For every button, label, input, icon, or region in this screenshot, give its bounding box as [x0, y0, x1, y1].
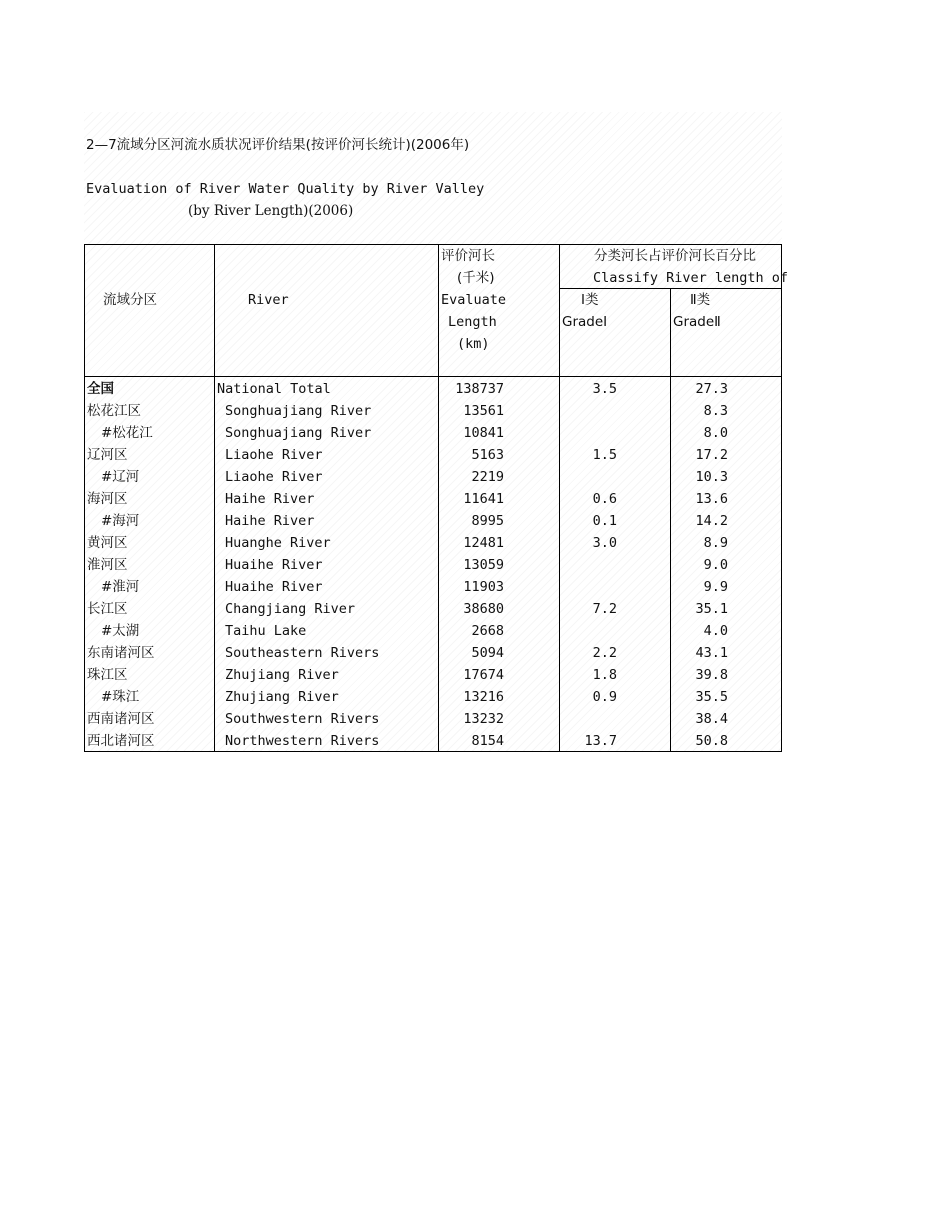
header-grade1-cn: Ⅰ类: [581, 292, 599, 308]
cell-length: 10841: [463, 425, 504, 441]
cell-length: 5094: [471, 645, 504, 661]
cell-grade1: 3.0: [592, 535, 617, 551]
cell-grade2: 14.2: [695, 513, 728, 529]
cell-region: 海河区: [87, 491, 128, 507]
cell-region: 长江区: [87, 601, 128, 617]
cell-region: 西南诸河区: [87, 711, 155, 727]
cell-region: 珠江区: [87, 667, 128, 683]
cell-grade2: 10.3: [695, 469, 728, 485]
cell-river: National Total: [217, 381, 331, 397]
cell-grade2: 50.8: [695, 733, 728, 749]
cell-grade1: 3.5: [592, 381, 617, 397]
cell-region: 全国: [87, 381, 114, 397]
col-divider: [214, 245, 215, 751]
cell-river: Taihu Lake: [225, 623, 307, 639]
cell-grade1: [559, 466, 617, 488]
cell-river: Southwestern Rivers: [225, 711, 380, 727]
header-river: River: [248, 292, 289, 308]
cell-river: Zhujiang River: [225, 689, 339, 705]
header-length-en: Evaluate: [441, 292, 507, 308]
cell-grade1: 0.6: [592, 491, 617, 507]
cell-river: Songhuajiang River: [225, 425, 372, 441]
cell-length: 2668: [471, 623, 504, 639]
cell-region: #松花江: [101, 425, 153, 441]
header-bottom-divider: [85, 376, 781, 377]
cell-length: 11641: [463, 491, 504, 507]
cell-length: 5163: [471, 447, 504, 463]
header-length-unit-cn: (千米): [457, 270, 495, 286]
cell-grade2: 13.6: [695, 491, 728, 507]
cell-river: Changjiang River: [225, 601, 356, 617]
cell-length: 13216: [463, 689, 504, 705]
cell-region: #淮河: [101, 579, 140, 595]
cell-river: Huaihe River: [225, 579, 323, 595]
cell-region: 东南诸河区: [87, 645, 155, 661]
cell-grade1: [559, 422, 617, 444]
table-title-en-line2: (by River Length)(2006): [188, 203, 354, 219]
cell-length: 11903: [463, 579, 504, 595]
cell-grade2: 9.9: [703, 579, 728, 595]
header-grade2-cn: Ⅱ类: [690, 292, 711, 308]
cell-grade2: 39.8: [695, 667, 728, 683]
cell-grade1: [559, 554, 617, 576]
cell-length: 13232: [463, 711, 504, 727]
header-grade2-en: GradeⅡ: [673, 314, 721, 330]
cell-grade1: 1.5: [592, 447, 617, 463]
header-region: 流域分区: [103, 292, 157, 308]
table-title-cn: 2—7流域分区河流水质状况评价结果(按评价河长统计)(2006年): [86, 137, 470, 153]
cell-grade2: 38.4: [695, 711, 728, 727]
cell-river: Southeastern Rivers: [225, 645, 380, 661]
cell-length: 13059: [463, 557, 504, 573]
cell-river: Zhujiang River: [225, 667, 339, 683]
header-length-unit-en: (km): [457, 336, 490, 352]
cell-region: 辽河区: [87, 447, 128, 463]
cell-grade2: 35.5: [695, 689, 728, 705]
cell-grade2: 8.9: [703, 535, 728, 551]
cell-grade1: [559, 708, 617, 730]
cell-length: 38680: [463, 601, 504, 617]
cell-length: 8995: [471, 513, 504, 529]
cell-grade1: 0.1: [592, 513, 617, 529]
cell-grade1: 13.7: [584, 733, 617, 749]
header-classify-cn: 分类河长占评价河长百分比: [594, 248, 756, 264]
cell-grade1: [559, 620, 617, 642]
cell-grade2: 9.0: [703, 557, 728, 573]
cell-region: #海河: [101, 513, 140, 529]
cell-region: #辽河: [101, 469, 140, 485]
cell-length: 12481: [463, 535, 504, 551]
cell-grade1: 0.9: [592, 689, 617, 705]
cell-river: Haihe River: [225, 491, 315, 507]
cell-river: Huanghe River: [225, 535, 331, 551]
cell-region: 松花江区: [87, 403, 141, 419]
cell-region: 淮河区: [87, 557, 128, 573]
header-classify-en: Classify River length of: [593, 270, 789, 286]
water-quality-table: [84, 244, 789, 752]
header-length-en2: Length: [448, 314, 497, 330]
cell-region: 黄河区: [87, 535, 128, 551]
cell-grade2: 8.0: [703, 425, 728, 441]
table-title-en-line1: Evaluation of River Water Quality by River Valley: [86, 181, 485, 197]
cell-river: Haihe River: [225, 513, 315, 529]
cell-river: Liaohe River: [225, 447, 323, 463]
cell-region: 西北诸河区: [87, 733, 155, 749]
cell-grade1: [559, 400, 617, 422]
cell-grade2: 35.1: [695, 601, 728, 617]
cell-length: 138737: [455, 381, 504, 397]
cell-grade1: 2.2: [592, 645, 617, 661]
header-grade1-en: GradeⅠ: [562, 314, 608, 330]
cell-region: #太湖: [101, 623, 140, 639]
cell-river: Northwestern Rivers: [225, 733, 380, 749]
cell-grade2: 27.3: [695, 381, 728, 397]
cell-river: Huaihe River: [225, 557, 323, 573]
cell-grade2: 8.3: [703, 403, 728, 419]
cell-length: 13561: [463, 403, 504, 419]
cell-length: 17674: [463, 667, 504, 683]
cell-grade2: 4.0: [703, 623, 728, 639]
cell-grade1: [559, 576, 617, 598]
cell-river: Songhuajiang River: [225, 403, 372, 419]
cell-grade1: 7.2: [592, 601, 617, 617]
cell-length: 2219: [471, 469, 504, 485]
cell-grade1: 1.8: [592, 667, 617, 683]
cell-grade2: 43.1: [695, 645, 728, 661]
cell-region: #珠江: [101, 689, 140, 705]
header-length-cn: 评价河长: [441, 248, 495, 264]
cell-length: 8154: [471, 733, 504, 749]
cell-river: Liaohe River: [225, 469, 323, 485]
cell-grade2: 17.2: [695, 447, 728, 463]
